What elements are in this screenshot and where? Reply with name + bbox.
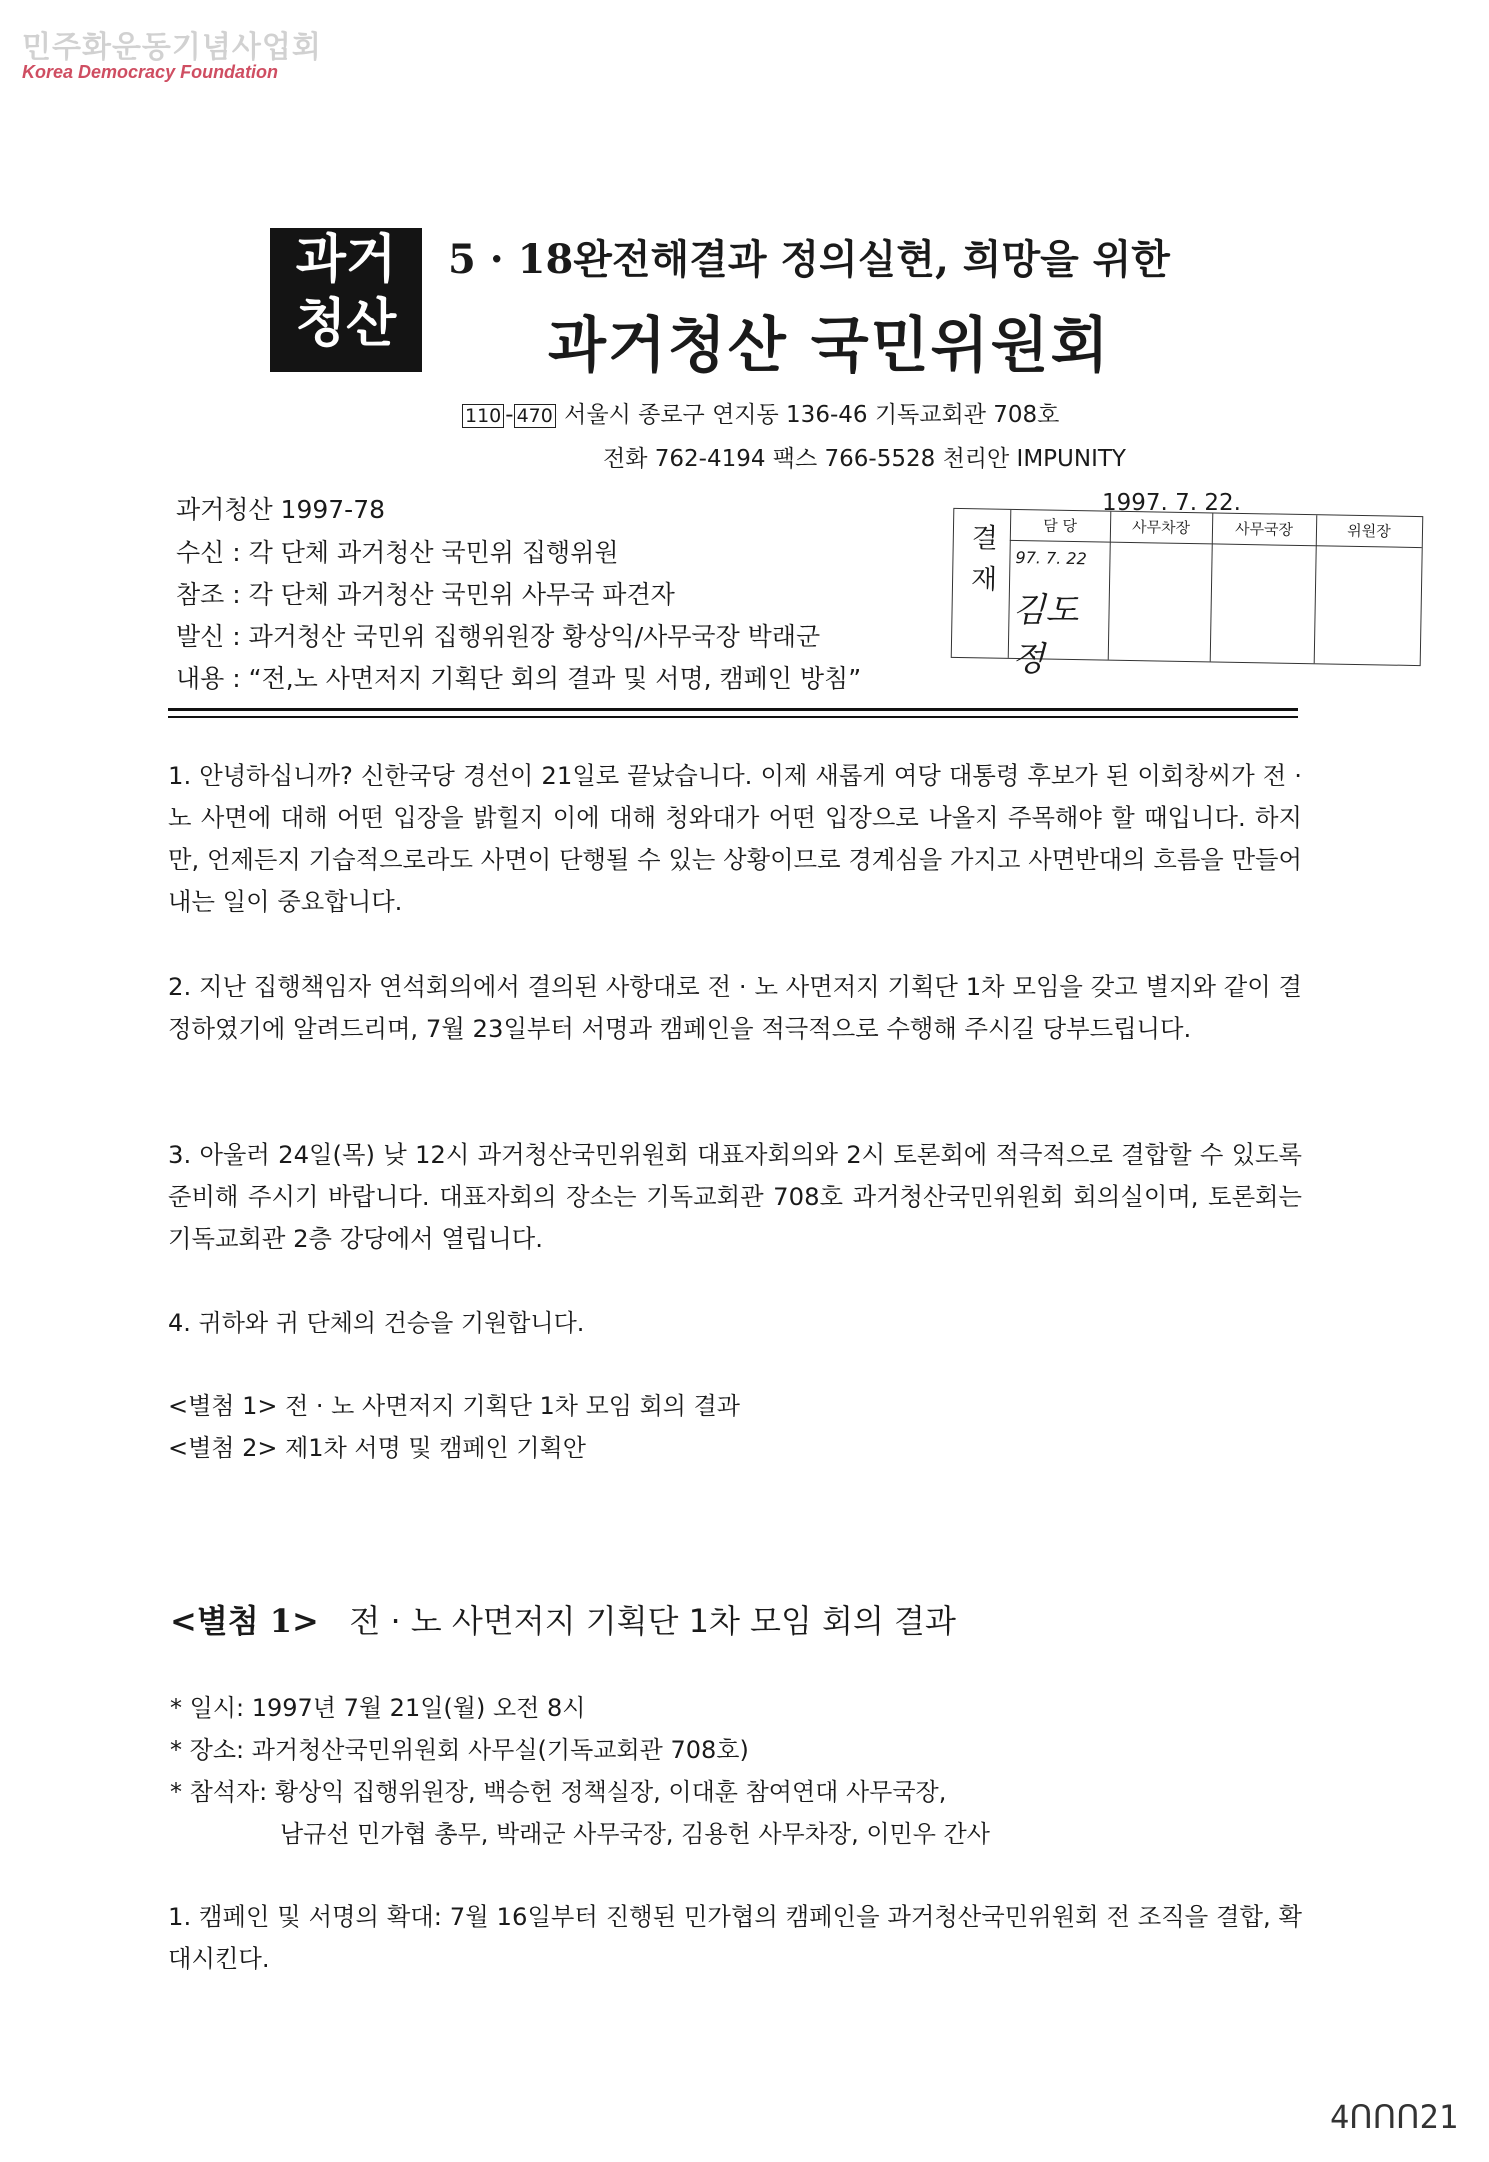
approval-col-header: 사무차장	[1110, 512, 1213, 545]
approval-signature: 김도정	[1011, 589, 1079, 680]
body-paragraph-1: 1. 안녕하십니까? 신한국당 경선이 21일로 끝났습니다. 이제 새롭게 여당 대통령 후보가 된 이회창씨가 전 · 노 사면에 대해 어떤 입장을 밝힐지 이에 대해 청와대가 어떤 입장으로 나올지 주목해야 할 때입니다. 하지만, 언제든지 기습적으로라도 사면이 단행될 수 있는 상황이므로 경계심을 가지고 사면반대의 흐름을 만들어내는 일이 중요합니다.	[168, 761, 1302, 916]
letterhead-contact: 전화 762-4194 팩스 766-5528 천리안 IMPUNITY	[603, 446, 1126, 472]
postal-code-box-2: 470	[514, 404, 556, 428]
approval-stamp-box	[951, 508, 1424, 680]
approval-col-director	[1210, 513, 1318, 663]
foundation-watermark-english: Korea Democracy Foundation	[22, 62, 279, 82]
meeting-datetime: * 일시: 1997년 7월 21일(월) 오전 8시	[170, 1694, 586, 1722]
org-logo	[270, 228, 422, 372]
postal-code-separator: -	[505, 402, 514, 428]
street-address: 서울시 종로구 연지동 136-46 기독교회관 708호	[564, 402, 1060, 428]
body-paragraph-2: 2. 지난 집행책임자 연석회의에서 결의된 사항대로 전 · 노 사면저지 기획단 1차 모임을 갖고 별지와 같이 결정하였기에 알려드리며, 7월 23일부터 서명과 캠페인을 적극적으로 수행해 주시길 당부드립니다.	[168, 972, 1302, 1043]
doc-number: 과거청산 1997-78	[176, 495, 386, 524]
approval-col-chair	[1314, 515, 1423, 665]
postal-code-box-1: 110	[462, 404, 504, 428]
approval-col-staff	[1008, 510, 1112, 680]
approval-stamp-date: 97. 7. 22	[1015, 548, 1087, 569]
meeting-item-1: 1. 캠페인 및 서명의 확대: 7월 16일부터 진행된 민가협의 캠페인을 과거청산국민위원회 전 조직을 결합, 확대시킨다.	[168, 1902, 1302, 1973]
header-divider-thick	[168, 708, 1298, 711]
archive-number: 4ᑎᑎᑎ21	[1330, 2098, 1459, 2136]
sender-line: 발신 : 과거청산 국민위 집행위원장 황상익/사무국장 박래군	[176, 622, 821, 651]
approval-col-header: 위원장	[1316, 515, 1423, 548]
foundation-watermark-korean: 민주화운동기념사업회	[22, 30, 322, 65]
letterhead-org-name: 과거청산 국민위원회	[548, 311, 1111, 381]
logo-line-2: 청산	[295, 294, 397, 354]
attachment-list-1: <별첨 1> 전 · 노 사면저지 기획단 1차 모임 회의 결과	[168, 1392, 740, 1420]
approval-col-deputy	[1108, 512, 1214, 662]
attachment-1-tag: <별첨 1>	[170, 1602, 319, 1640]
reference-line: 참조 : 각 단체 과거청산 국민위 사무국 파견자	[176, 580, 675, 609]
letterhead-address	[462, 396, 1059, 429]
approval-label: 결재	[952, 509, 1012, 658]
body-paragraph-4: 4. 귀하와 귀 단체의 건승을 기원합니다.	[168, 1309, 585, 1337]
attachment-1-heading	[170, 1596, 956, 1642]
meeting-place: * 장소: 과거청산국민위원회 사무실(기독교회관 708호)	[170, 1736, 749, 1764]
header-divider-thin	[168, 716, 1298, 718]
subject-line: 내용 : “전,노 사면저지 기획단 회의 결과 및 서명, 캠페인 방침”	[176, 664, 862, 693]
recipient-line: 수신 : 각 단체 과거청산 국민위 집행위원	[176, 538, 619, 567]
logo-line-1: 과거	[295, 230, 397, 290]
doc-date: 1997. 7. 22.	[1102, 490, 1241, 516]
attachment-list-2: <별첨 2> 제1차 서명 및 캠페인 기획안	[168, 1434, 586, 1462]
attachment-1-title: 전 · 노 사면저지 기획단 1차 모임 회의 결과	[349, 1602, 956, 1640]
letterhead-slogan: 5 · 18완전해결과 정의실현, 희망을 위한	[448, 236, 1170, 283]
approval-col-header: 담 당	[1010, 510, 1111, 543]
meeting-attendees-1: * 참석자: 황상익 집행위원장, 백승헌 정책실장, 이대훈 참여연대 사무국장,	[170, 1778, 947, 1806]
approval-col-header: 사무국장	[1212, 513, 1317, 546]
meeting-attendees-2: 남규선 민가협 총무, 박래군 사무국장, 김용헌 사무차장, 이민우 간사	[280, 1820, 990, 1848]
body-paragraph-3: 3. 아울러 24일(목) 낮 12시 과거청산국민위원회 대표자회의와 2시 토론회에 적극적으로 결합할 수 있도록 준비해 주시기 바랍니다. 대표자회의 장소는 기독교회관 708호 과거청산국민위원회 회의실이며, 토론회는 기독교회관 2층 강당에서 열립니다.	[168, 1140, 1302, 1253]
